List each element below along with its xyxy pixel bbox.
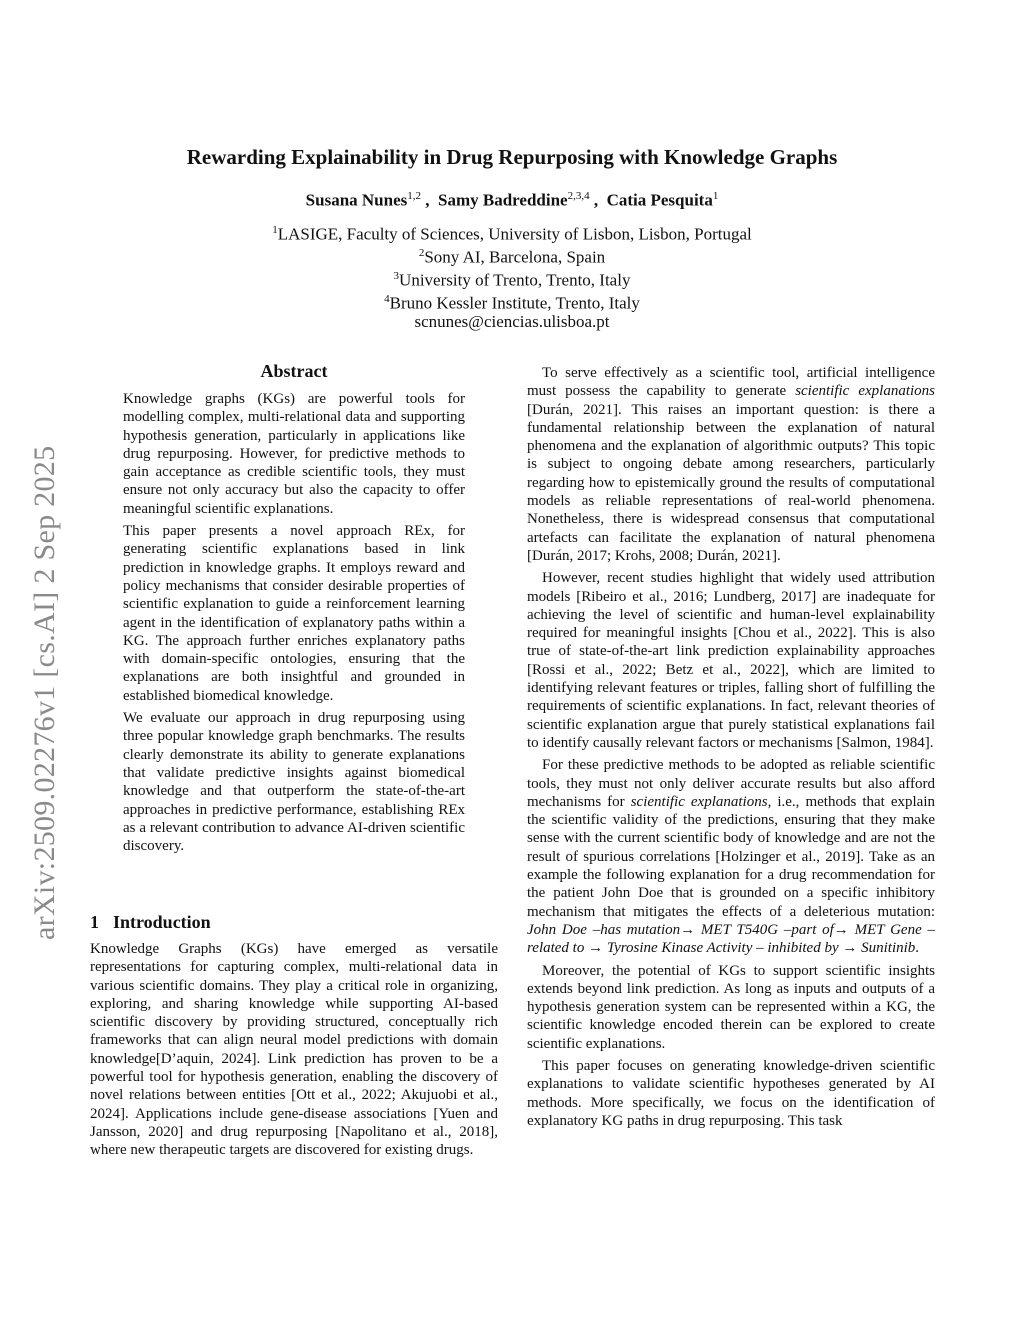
author-affil-mark: 1,2 — [407, 190, 421, 202]
right-column-body — [527, 364, 935, 1134]
body-paragraph: Moreover, the potential of KGs to support scientific insights extends beyond link prediction. As long as inputs and outputs of a hypothesis generation system can be represented within a KG, the scientific knowledge encoded therein can be explored to create scientific explanations. — [527, 962, 935, 1052]
emphasis-text: scientific explanations — [630, 793, 768, 810]
body-paragraph — [527, 364, 935, 565]
author-list: Susana Nunes$^{1,2}$ , Samy Badreddine$^{2,3,4}$ , Catia Pesquita$^1$ — [305, 190, 719, 210]
section-number: 1 — [90, 912, 99, 932]
author-name: Samy Badreddine — [438, 190, 568, 210]
affiliation-text: LASIGE, Faculty of Sciences, University of Lisbon, Lisbon, Portugal — [277, 224, 752, 244]
contact-email: scnunes@ciencias.ulisboa.pt — [414, 312, 610, 331]
arxiv-identifier: arXiv:2509.02276v1 [cs.AI] 2 Sep 2025 — [28, 445, 61, 940]
body-paragraph: This paper focuses on generating knowledge-driven scientific explanations to validate scientific hypotheses generated by AI methods. More specifically, we focus on the identification of explanatory KG paths in drug repurposing. This task — [527, 1057, 935, 1129]
affiliation-text: University of Trento, Trento, Italy — [399, 270, 631, 290]
author-affil-mark: 1 — [712, 190, 719, 202]
affiliation-mark: 1 — [272, 224, 278, 236]
affiliation-text: Sony AI, Barcelona, Spain — [424, 247, 606, 267]
section-title: Introduction — [113, 912, 211, 932]
body-paragraph: Knowledge Graphs (KGs) have emerged as versatile representations for capturing complex, multi-relational data in various scientific domains. They play a critical role in organizing, exploring, and sharing knowledge while supporting AI-based scientific discovery by providing structured, conceptually rich frameworks that can align neural model predictions with domain knowledge[D’aquin, 2024]. Link prediction has proven to be a powerful tool for hypothesis generation, enabling the discovery of novel relations between entities [Ott et al., 2022; Akujuobi et al., 2024]. Applications include gene-disease associations [Yuen and Jansson, 2020] and drug repurposing [Napolitano et al., 2018], where new therapeutic targets are discovered for existing drugs. — [90, 941, 498, 1159]
abstract-paragraph: Knowledge graphs (KGs) are powerful tools for modelling complex, multi-relational data and supporting hypothesis generation, particularly in applications like drug repurposing. However, for predictive methods to gain acceptance as credible scientific tools, they must ensure not only accuracy but also the capacity to offer meaningful scientific explanations. — [123, 391, 465, 517]
explanation-path-example: John Doe –has mutation→ MET T540G –part of→ MET Gene –related to → Tyrosine Kinase Activity – inhibited by → Sunitinib — [527, 921, 935, 957]
author-name: Susana Nunes — [305, 190, 408, 210]
text-run: For these predictive methods to be adopted as reliable scientific tools, they must not only deliver accurate results but also afford mechanisms for — [527, 757, 935, 810]
section-heading-introduction — [90, 912, 211, 933]
author-affil-mark: 2,3,4 — [567, 190, 590, 202]
affiliation-text: Bruno Kessler Institute, Trento, Italy — [389, 293, 640, 313]
body-paragraph — [527, 756, 935, 957]
body-paragraph: However, recent studies highlight that widely used attribution models [Ribeiro et al., 2016; Lundberg, 2017] are inadequate for achieving the level of scientific and human-level explainability required for meaningful insights [Chou et al., 2022]. This is also true of state-of-the-art link prediction explainability approaches [Rossi et al., 2022; Betz et al., 2022], which are limited to identifying relevant features or triples, falling short of fulfilling the requirements of scientific explanations. In fact, relevant theories of scientific explanation argue that purely statistical explanations fail to identify causally relevant factors or mechanisms [Salmon, 1984]. — [527, 570, 935, 751]
text-run: To serve effectively as a scientific tool, artificial intelligence must possess the capability to generate — [527, 365, 935, 400]
abstract-body — [123, 390, 465, 859]
author-name: Catia Pesquita — [606, 190, 713, 210]
text-run: [Durán, 2021]. This raises an important question: is there a fundamental relationship between the explanation of natural phenomena and the explanation of algorithmic outputs? This topic is subject to ongoing debate among researchers, particularly regarding how to epistemically ground the results of computational models as reliable representations of real-world phenomena. Nonetheless, there is widespread consensus that computational artefacts can facilitate the explanation of natural phenomena [Durán, 2017; Krohs, 2008; Durán, 2021]. — [527, 401, 935, 564]
text-run: , i.e., methods that explain the scientific validity of the predictions, ensuring that they make sense with the current scientific body of knowledge and are not the result of spurious correlations [Holzinger et al., 2019]. Take as an example the following explanation for a drug recommendation for the patient John Doe that is grounded on a specific inhibitory mechanism that mitigates the effects of a deleterious mutation: — [527, 793, 935, 920]
abstract-paragraph: This paper presents a novel approach REx, for generating scientific explanations based in link prediction in knowledge graphs. It employs reward and policy mechanisms that consider desirable properties of scientific explanation to guide a reinforcement learning agent in the identification of explanatory paths within a KG. The approach further enriches explanatory paths with domain-specific ontologies, ensuring that the explanations are both insightful and grounded in established biomedical knowledge. — [123, 523, 465, 704]
introduction-body — [90, 940, 498, 1164]
abstract-paragraph: We evaluate our approach in drug repurposing using three popular knowledge graph benchmarks. The results clearly demonstrate its ability to generate explanations that validate predictive insights against biomedical knowledge and that outperform the state-of-the-art approaches in predictive performance, establishing REx as a relevant contribution to advance AI-driven scientific discovery. — [123, 710, 465, 855]
affiliation-mark: 3 — [393, 270, 400, 282]
abstract-heading: Abstract — [260, 361, 328, 381]
text-run: . — [915, 940, 920, 957]
affiliation-mark: 2 — [418, 247, 425, 259]
paper-title: Rewarding Explainability in Drug Repurposing with Knowledge Graphs — [186, 145, 838, 169]
affiliation-mark: 4 — [384, 293, 390, 305]
emphasis-text: scientific explanations — [795, 383, 936, 400]
